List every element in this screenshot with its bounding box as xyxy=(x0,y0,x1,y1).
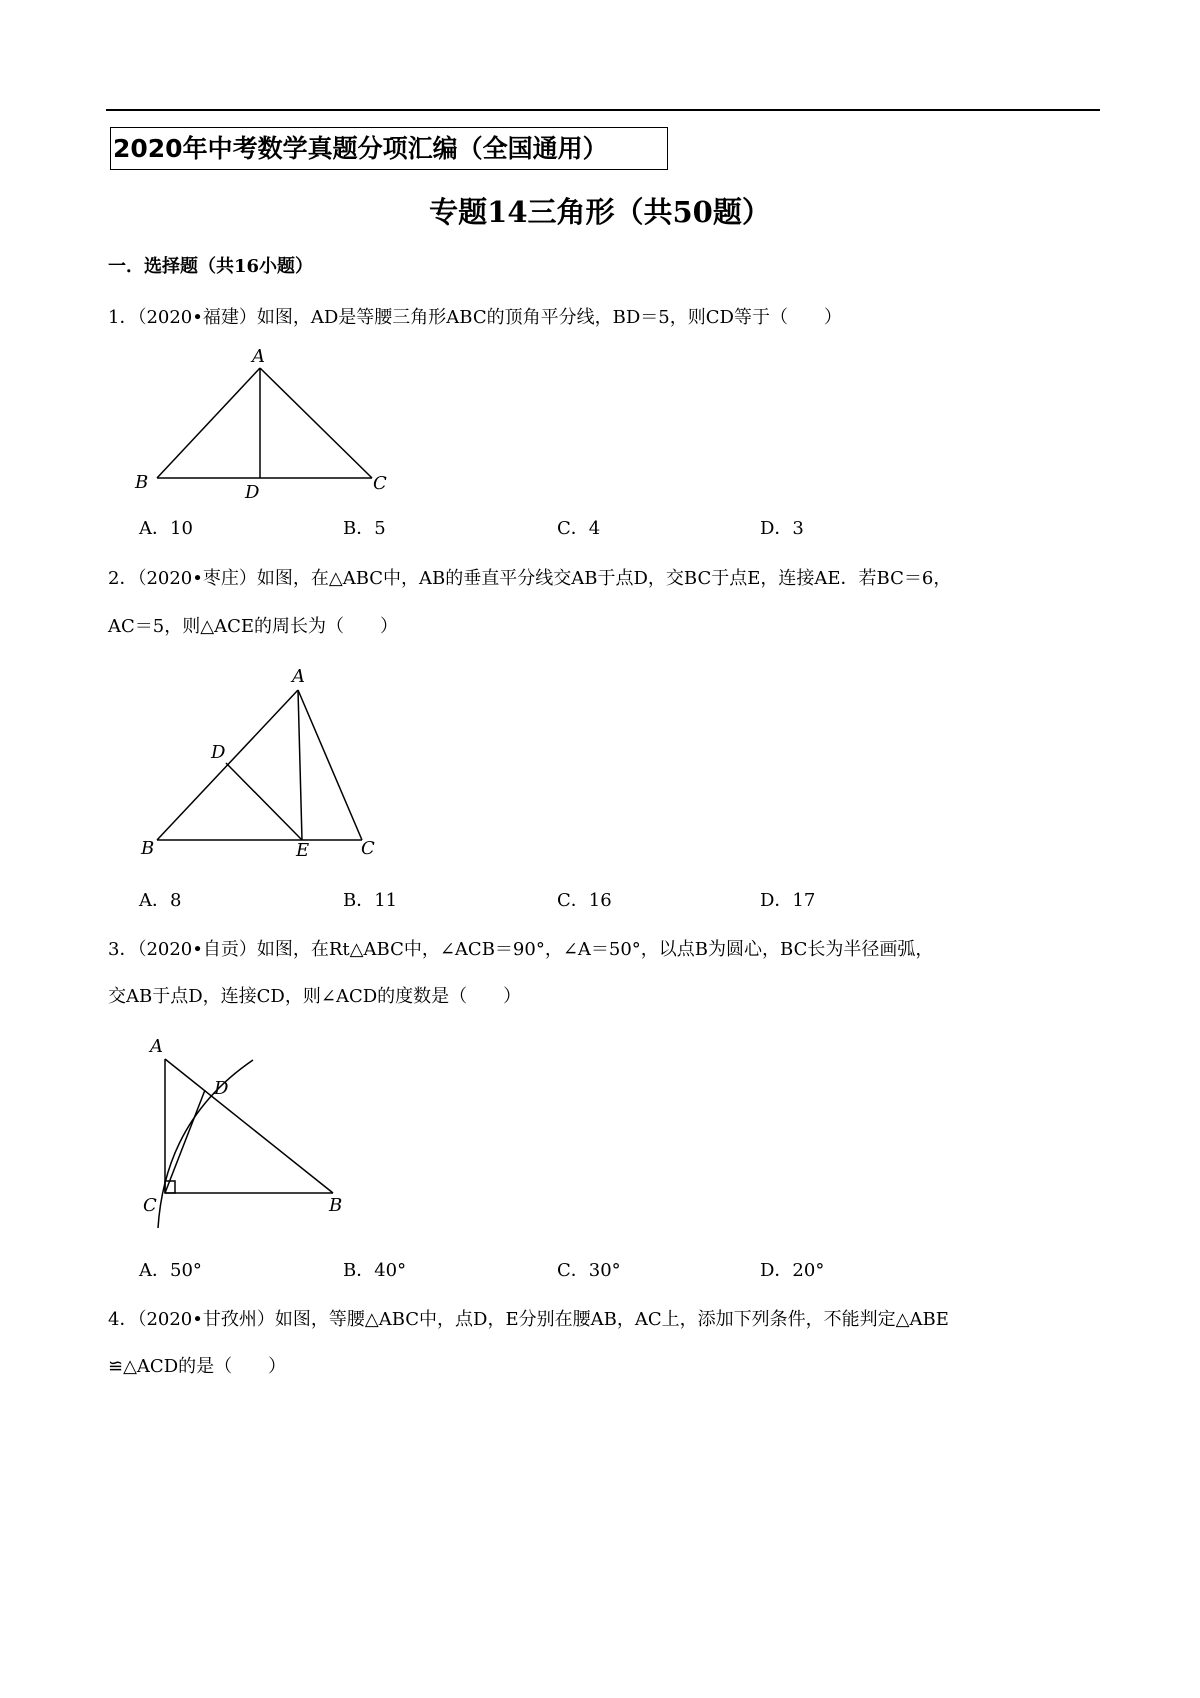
q3-label-d: D xyxy=(214,1078,229,1099)
question-1-text: 1．（2020•福建）如图，AD是等腰三角形ABC的顶角平分线，BD＝5，则CD等于（ ） xyxy=(108,307,842,328)
section-heading: 一．选择题（共16小题） xyxy=(108,256,314,277)
q3-segment-ab xyxy=(165,1059,333,1193)
q3-option-d: D．20° xyxy=(760,1260,825,1281)
q3-option-c: C．30° xyxy=(557,1260,621,1281)
q3-option-b: B．40° xyxy=(343,1260,407,1281)
q1-label-c: C xyxy=(373,473,387,494)
q1-label-b: B xyxy=(135,472,149,493)
q3-label-b: B xyxy=(329,1195,343,1216)
q1-label-d: D xyxy=(245,482,260,503)
question-3-text-line2: 交AB于点D，连接CD，则∠ACD的度数是（ ） xyxy=(108,986,522,1007)
topic-title: 专题14三角形（共50题） xyxy=(429,195,771,229)
q2-label-c: C xyxy=(361,838,375,859)
q2-label-d: D xyxy=(211,742,226,763)
q1-option-c: C．4 xyxy=(557,518,601,539)
q2-option-c: C．16 xyxy=(557,890,612,911)
q1-option-a: A．10 xyxy=(139,518,193,539)
q1-option-b: B．5 xyxy=(343,518,386,539)
q1-label-a: A xyxy=(252,346,265,367)
q1-option-d: D．3 xyxy=(760,518,804,539)
series-title: 2020年中考数学真题分项汇编（全国通用） xyxy=(110,127,668,170)
q3-label-a: A xyxy=(150,1036,163,1057)
question-3-text-line1: 3．（2020•自贡）如图，在Rt△ABC中，∠ACB＝90°，∠A＝50°，以点B为圆心，BC长为半径画弧， xyxy=(108,939,934,960)
q2-label-e: E xyxy=(296,840,310,861)
q2-label-a: A xyxy=(292,666,305,687)
q3-arc xyxy=(158,1060,253,1228)
question-2-text-line2: AC＝5，则△ACE的周长为（ ） xyxy=(108,616,398,637)
q3-label-c: C xyxy=(143,1195,157,1216)
q2-option-d: D．17 xyxy=(760,890,816,911)
q3-option-a: A．50° xyxy=(139,1260,202,1281)
q3-segment-cd xyxy=(165,1090,205,1193)
question-2-text-line1: 2．（2020•枣庄）如图，在△ABC中，AB的垂直平分线交AB于点D，交BC于点E，连接AE．若BC＝6， xyxy=(108,568,952,589)
q2-option-a: A．8 xyxy=(139,890,182,911)
question-4-text-line2: ≌△ACD的是（ ） xyxy=(108,1356,287,1377)
q2-option-b: B．11 xyxy=(343,890,398,911)
q2-label-b: B xyxy=(141,838,155,859)
question-4-text-line1: 4．（2020•甘孜州）如图，等腰△ABC中，点D，E分别在腰AB，AC上，添加下列条件，不能判定△ABE xyxy=(108,1309,949,1330)
